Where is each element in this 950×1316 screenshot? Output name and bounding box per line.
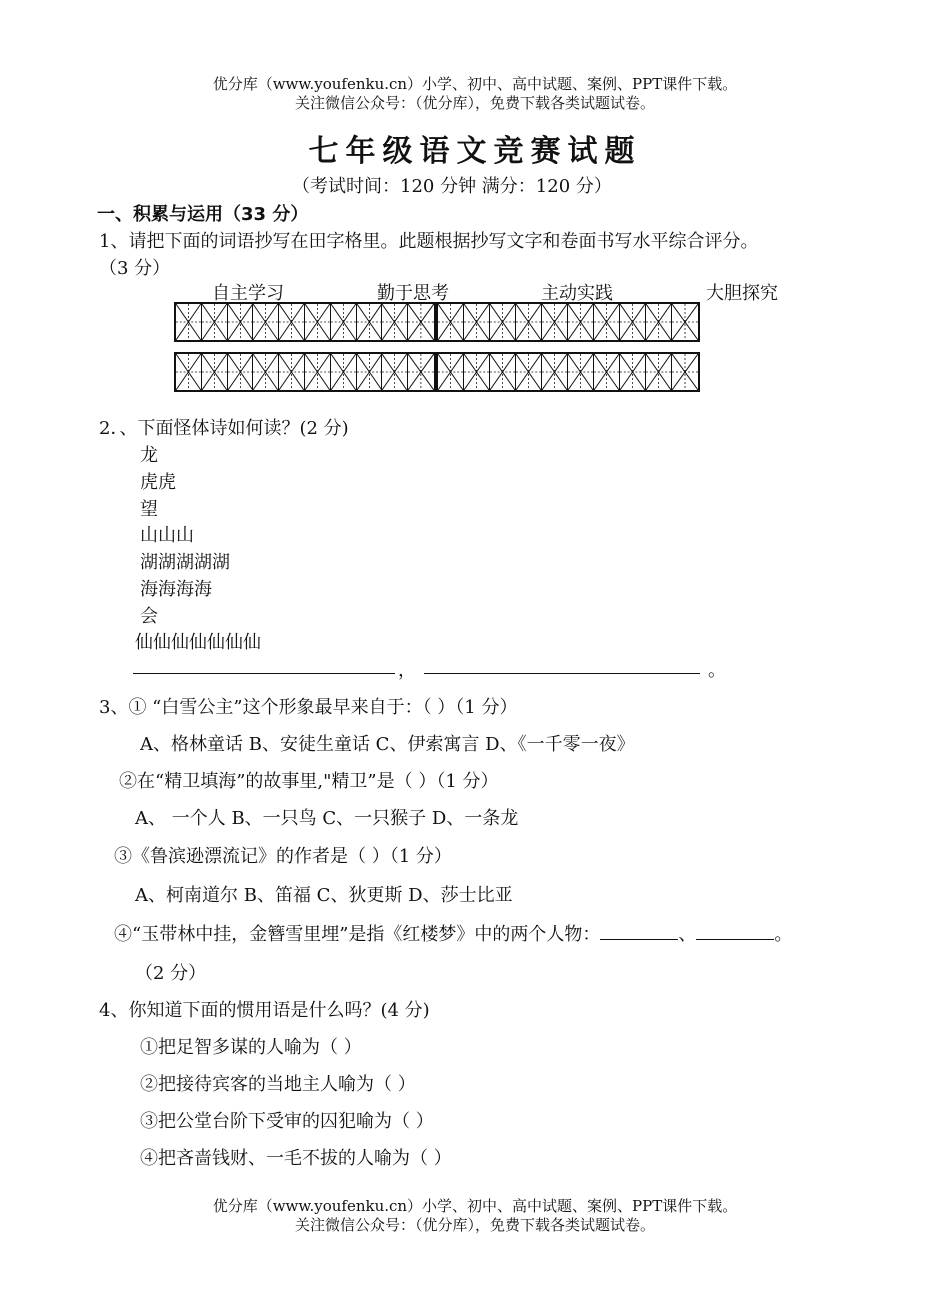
poem-line: 山山山 [140,525,194,546]
page-title: 七年级语文竞赛试题 [308,134,642,169]
grid-cell[interactable] [594,304,620,340]
grid-cell[interactable] [202,354,228,390]
grid-cell[interactable] [646,354,672,390]
q1-word-2: 勤于思考 [377,283,449,304]
grid-cell[interactable] [253,304,279,340]
answer-blank[interactable] [696,923,774,940]
writing-grid[interactable] [174,352,436,392]
q3-part-4-score: （2 分） [135,963,207,984]
grid-cell[interactable] [620,304,646,340]
grid-cell[interactable] [516,304,542,340]
grid-cell[interactable] [672,354,698,390]
comma: ， [398,660,416,681]
grid-cell[interactable] [646,304,672,340]
writing-grid[interactable] [436,352,700,392]
poem-line: 虎虎 [140,472,176,493]
q3-part-3: ③《鲁滨逊漂流记》的作者是（ ）（1 分） [114,846,452,867]
grid-cell[interactable] [176,354,202,390]
grid-cell[interactable] [490,304,516,340]
q3-part-4-text: ④“玉带林中挂，金簪雪里埋”是指《红楼梦》中的两个人物： [114,924,601,945]
writing-grid[interactable] [436,302,700,342]
q1-score: （3 分） [99,258,171,279]
writing-grid[interactable] [174,302,436,342]
q1-word-1: 自主学习 [212,283,284,304]
grid-cell[interactable] [438,354,464,390]
grid-cell[interactable] [464,304,490,340]
poem-line: 龙 [140,445,158,466]
grid-cell[interactable] [672,304,698,340]
q4-item: ①把足智多谋的人喻为（ ） [140,1037,362,1058]
answer-blank-2[interactable] [424,673,700,674]
q3-part-3-options: A、柯南道尔 B、笛福 C、狄更斯 D、莎士比亚 [135,885,513,906]
exam-info: （考试时间：120 分钟 满分：120 分） [292,176,612,197]
q1-text: 1、请把下面的词语抄写在田字格里。此题根据抄写文字和卷面书写水平综合评分。 [99,231,759,252]
footer-line-2: 关注微信公众号：（优分库），免费下载各类试题试卷。 [294,1216,655,1234]
period: 。 [708,660,726,681]
section-heading: 一、积累与运用（33 分） [97,204,309,225]
grid-cell[interactable] [357,304,383,340]
grid-cell[interactable] [331,354,357,390]
grid-cell[interactable] [408,304,434,340]
poem-line: 仙仙仙仙仙仙仙 [135,632,261,653]
grid-cell[interactable] [305,304,331,340]
footer-line-1: 优分库（www.youfenku.cn）小学、初中、高中试题、案例、PPT课件下载。 [212,1197,738,1215]
grid-cell[interactable] [253,354,279,390]
grid-cell[interactable] [620,354,646,390]
grid-cell[interactable] [490,354,516,390]
poem-line: 会 [140,606,158,627]
q3-part-1-options: A、格林童话 B、安徒生童话 C、伊索寓言 D、《一千零一夜》 [140,734,635,755]
grid-cell[interactable] [438,304,464,340]
grid-cell[interactable] [464,354,490,390]
grid-cell[interactable] [516,354,542,390]
q4-item: ②把接待宾客的当地主人喻为（ ） [140,1074,416,1095]
grid-cell[interactable] [305,354,331,390]
grid-cell[interactable] [228,354,254,390]
q4-item: ③把公堂台阶下受审的囚犯喻为（ ） [140,1111,434,1132]
grid-cell[interactable] [382,304,408,340]
q4-text: 4、你知道下面的惯用语是什么吗？(4 分) [99,1000,430,1021]
answer-blank-1[interactable] [133,673,395,674]
grid-cell[interactable] [228,304,254,340]
grid-cell[interactable] [568,354,594,390]
grid-cell[interactable] [568,304,594,340]
grid-cell[interactable] [594,354,620,390]
q3-part-4-end: 。 [774,924,793,945]
q1-word-3: 主动实践 [541,283,613,304]
grid-cell[interactable] [279,304,305,340]
grid-cell[interactable] [382,354,408,390]
q3-part-4 [114,920,792,946]
grid-cell[interactable] [331,304,357,340]
q3-part-1: 3、① “白雪公主”这个形象最早来自于：（ ）（1 分） [99,697,518,718]
answer-blank[interactable] [600,923,678,940]
q4-item: ④把吝啬钱财、一毛不拔的人喻为（ ） [140,1148,452,1169]
q3-part-2-options: A、 一个人 B、一只鸟 C、一只猴子 D、一条龙 [135,808,519,829]
grid-cell[interactable] [542,304,568,340]
grid-cell[interactable] [542,354,568,390]
grid-cell[interactable] [202,304,228,340]
poem-line: 望 [140,499,158,520]
grid-cell[interactable] [408,354,434,390]
grid-cell[interactable] [279,354,305,390]
header-line-2: 关注微信公众号：（优分库），免费下载各类试题试卷。 [294,94,655,112]
header-line-1: 优分库（www.youfenku.cn）小学、初中、高中试题、案例、PPT课件下载。 [212,75,738,93]
q2-text: 2．、下面怪体诗如何读？(2 分) [99,418,349,439]
separator: 、 [678,924,697,945]
grid-cell[interactable] [357,354,383,390]
poem-line: 海海海海 [140,579,212,600]
poem-line: 湖湖湖湖湖 [140,552,230,573]
q1-word-4: 大胆探究 [706,283,778,304]
grid-cell[interactable] [176,304,202,340]
q3-part-2: ②在“精卫填海”的故事里,"精卫”是（ ）（1 分） [119,771,499,792]
